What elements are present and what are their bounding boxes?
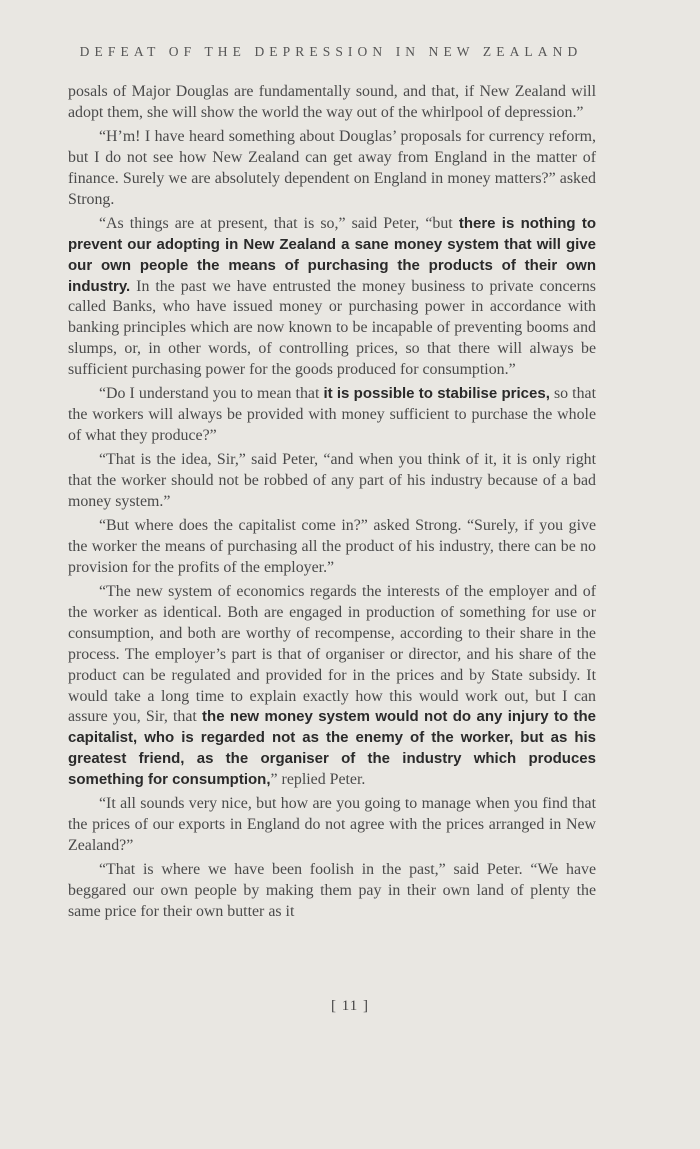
paragraph: [68, 214, 596, 381]
emphasized-text: the new money system would not do any injury to the capitalist, who is regarded not as the enemy of the worker, but as his greatest friend, as the organiser of the industry which produces something for consumption,: [68, 708, 596, 788]
page-number: [ 11 ]: [331, 998, 369, 1014]
text-run: “That is the idea, Sir,” said Peter, “and when you think of it, it is only right that the worker should not be robbed of any part of his industry because of a bad money system.”: [68, 451, 596, 511]
emphasized-text: there is nothing to prevent our adopting in New Zealand a sane money system that will give our own people the means of purchasing the products of their own industry.: [68, 215, 597, 295]
paragraph: [68, 384, 596, 447]
body-text: [68, 82, 596, 926]
paragraph: [68, 127, 596, 210]
text-run: “But where does the capitalist come in?” asked Strong. “Surely, if you give the worker the means of purchasing all the product of his industry, there can be no provision for the profits of the employer.”: [68, 517, 596, 577]
text-run: “As things are at present, that is so,” said Peter, “but: [99, 215, 459, 233]
text-run: ” replied Peter.: [270, 771, 366, 788]
paragraph: [68, 860, 596, 923]
text-run: In the past we have entrusted the money business to private concerns called Banks, who have issued money or purchasing power in accordance with banking principles which are now known to be incapable of preventing booms and slumps, or, in other words, of controlling prices, so that there will always be sufficient purchasing power for the goods produced for consumption.”: [68, 277, 596, 378]
paragraph: [68, 516, 596, 579]
text-run: posals of Major Douglas are fundamentally sound, and that, if New Zealand will adopt them, she will show the world the way out of the whirlpool of depression.”: [68, 83, 596, 121]
emphasized-text: it is possible to stabilise prices,: [323, 385, 550, 403]
text-run: “The new system of economics regards the interests of the employer and of the worker as identical. Both are engaged in production of something for use or consumption, and both are worthy of recompense, according to their share in the process. The employer’s part is that of organiser or director, and his share of the product can be regulated and provided for in the prices and by State subsidy. It would take a long time to explain exactly how this would work out, but I can assure you, Sir, that: [68, 583, 596, 726]
paragraph: [68, 82, 596, 124]
text-run: “It all sounds very nice, but how are you going to manage when you find that the prices of our exports in England do not agree with the prices arranged in New Zealand?”: [68, 795, 596, 855]
text-run: “H’m! I have heard something about Douglas’ proposals for currency reform, but I do not see how New Zealand can get away from England in the matter of finance. Surely we are absolutely dependent on England in money matters?” asked Strong.: [68, 128, 596, 208]
running-head: DEFEAT OF THE DEPRESSION IN NEW ZEALAND: [79, 44, 583, 59]
text-run: “That is where we have been foolish in the past,” said Peter. “We have beggared our own people by making them pay in their own land of plenty the same price for their own butter as it: [68, 861, 596, 921]
paragraph: [68, 794, 596, 857]
paragraph: [68, 450, 596, 513]
paragraph: [68, 582, 596, 790]
text-run: so that the workers will always be provided with money sufficient to purchase the whole of what they produce?”: [68, 385, 596, 444]
text-run: “Do I understand you to mean that: [99, 385, 324, 403]
